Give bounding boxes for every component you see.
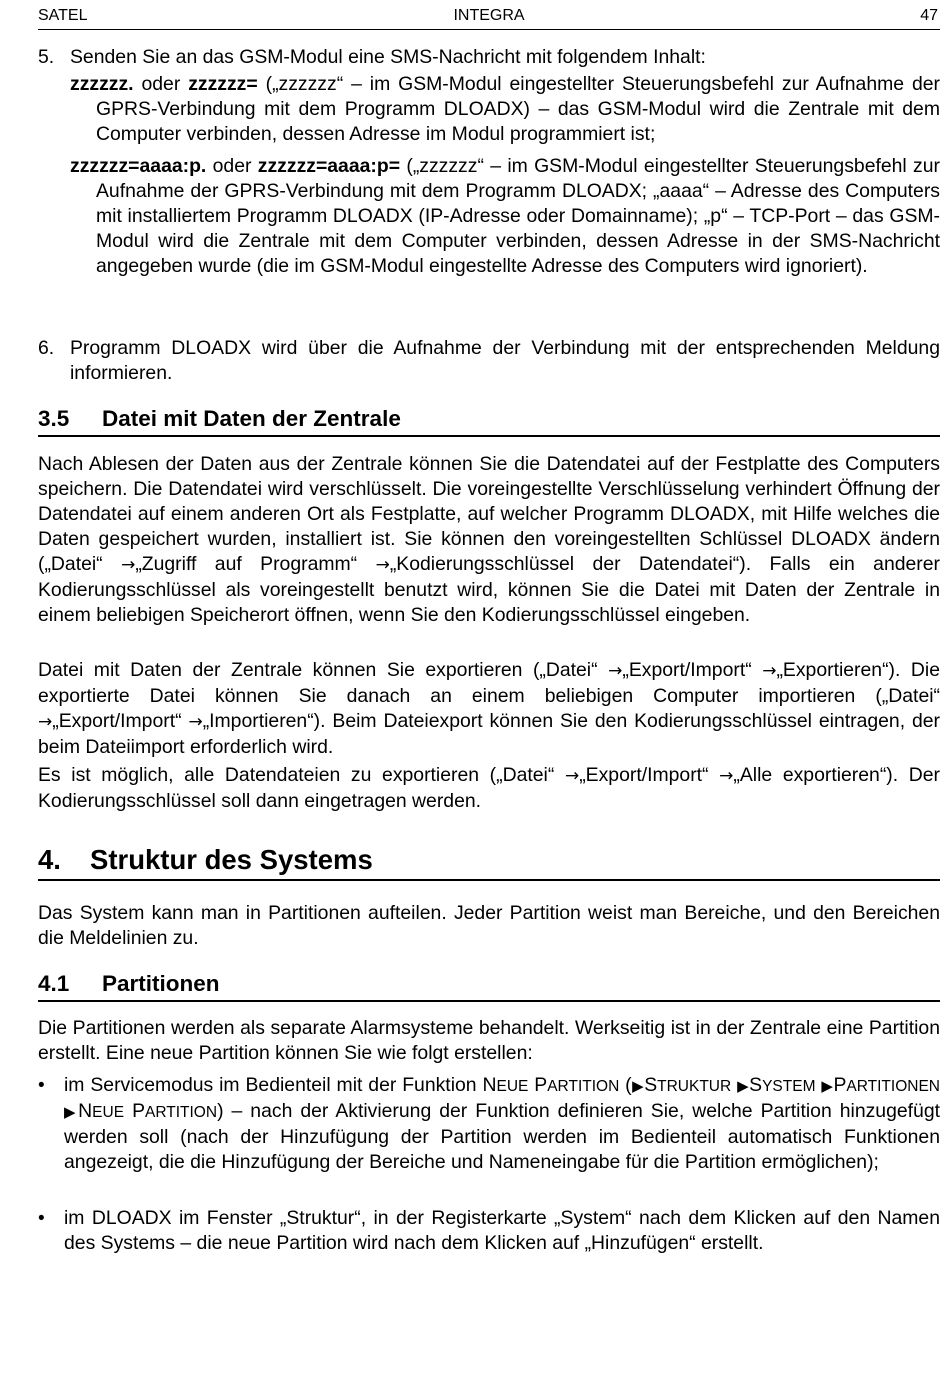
sms-command: zzzzzz.: [70, 73, 134, 95]
arrow-right-icon: →: [762, 661, 777, 681]
page-header: [38, 5, 940, 30]
sms-option-text: („zzzzzz“ – im GSM-Modul eingestellter Steuerungsbefehl zur Aufnahme der GPRS-Verbindung mit dem Programm DLOADX; „aaaa“ – Adresse des Computers mit installiertem Programm DLOADX (IP-Adresse oder Domainname); „p“ – TCP-Port – das GSM-Modul wird die Zentrale mit dem Computer verbinden, dessen Adresse in der SMS-Nachricht angegeben wurde (die im GSM-Modul eingestellte Adresse des Computers wird ignoriert).: [96, 155, 940, 277]
chapter-heading: [38, 844, 940, 881]
triangle-right-icon: ▶: [737, 1077, 750, 1095]
triangle-right-icon: ▶: [821, 1077, 834, 1095]
page-number: 47: [920, 7, 938, 24]
paragraph: Datei mit Daten der Zentrale können Sie exportieren („Datei“ →„Export/Import“ →„Exportieren“). Die exportierte Datei können Sie danach an einem beliebigen Computer importieren („Datei“ →„Export/Import“ →„Importieren“). Beim Dateiexport können Sie den Kodierungsschlüssel eintragen, der beim Dateiimport erforderlich wird.: [38, 659, 941, 758]
bullet-icon: •: [38, 1208, 45, 1229]
section-number: 4.1: [38, 971, 70, 996]
step-text: Programm DLOADX wird über die Aufnahme der Verbindung mit der entsprechenden Meldung informieren.: [70, 337, 940, 384]
step-6: [38, 336, 940, 386]
step-number: 5.: [38, 46, 55, 68]
section-title: Datei mit Daten der Zentrale: [102, 406, 401, 431]
list-item: • im DLOADX im Fenster „Struktur“, in der Registerkarte „System“ nach dem Klicken auf den Namen des Systems – die neue Partition wird nach dem Klicken auf „Hinzufügen“ erstellt.: [38, 1207, 940, 1254]
paragraph: Es ist möglich, alle Datendateien zu exportieren („Datei“ →„Export/Import“ →„Alle exportieren“). Der Kodierungsschlüssel soll dann eingetragen werden.: [38, 764, 941, 812]
step-5: [38, 45, 940, 279]
section-heading: [38, 971, 940, 1002]
header-brand: SATEL: [38, 7, 88, 24]
sms-command: zzzzzz=aaaa:p=: [257, 155, 401, 177]
sms-option-text: („zzzzzz“ – im GSM-Modul eingestellter Steuerungsbefehl zur Aufnahme der GPRS-Verbindung mit dem Programm DLOADX) – das GSM-Modul wird die Zentrale mit dem Computer verbinden, dessen Adresse im Modul programmiert ist;: [96, 73, 940, 145]
arrow-right-icon: →: [188, 712, 203, 732]
triangle-right-icon: ▶: [64, 1103, 79, 1121]
section-heading: [38, 406, 940, 437]
header-product: INTEGRA: [453, 7, 525, 24]
arrow-right-icon: →: [375, 555, 390, 575]
paragraph: Die Partitionen werden als separate Alarmsysteme behandelt. Werkseitig ist in der Zentrale eine Partition erstellt. Eine neue Partition können Sie wie folgt erstellen:: [38, 1017, 940, 1064]
bullet-icon: •: [38, 1075, 45, 1096]
sms-option-1: zzzzzz. oder zzzzzz= („zzzzzz“ – im GSM-Modul eingestellter Steuerungsbefehl zur Aufnahme der GPRS-Verbindung mit dem Programm DLOADX) – das GSM-Modul wird die Zentrale mit dem Computer verbinden, dessen Adresse im Modul programmiert ist;: [70, 73, 940, 145]
paragraph: Nach Ablesen der Daten aus der Zentrale können Sie die Datendatei auf der Festplatte des Computers speichern. Die Datendatei wird verschlüsselt. Die voreingestellte Verschlüsselung verhindert Öffnung der Datendatei auf einem anderen Ort als Festplatte, auf welcher Programm DLOADX, mit Hilfe welches die Daten gespeichert wurden, installiert ist. Sie können den voreingestellten Schlüssel DLOADX ändern („Datei“ →„Zugriff auf Programm“ →„Kodierungsschlüssel der Datendatei“). Falls ein anderer Kodierungsschlüssel als voreingestellt benutzt wird, können Sie die Datei mit Daten der Zentrale in einem beliebigen Speicherort öffnen, wenn Sie den Kodierungsschlüssel eingeben.: [38, 453, 940, 626]
chapter-title: Struktur des Systems: [90, 844, 373, 875]
sms-command: zzzzzz=: [188, 73, 258, 95]
menu-function-name: NEUE PARTITION: [482, 1074, 620, 1096]
chapter-number: 4.: [38, 844, 61, 875]
arrow-right-icon: →: [719, 766, 734, 786]
section-number: 3.5: [38, 406, 70, 431]
list-item: • im Servicemodus im Bedienteil mit der Funktion NEUE PARTITION (▶STRUKTUR ▶SYSTEM ▶PARTITIONEN ▶NEUE PARTITION) – nach der Aktivierung der Funktion definieren Sie, welche Partition hinzugefügt werden soll (nach der Hinzufügung der Partition werden im Bedienteil automatisch Funktionen angezeigt, die die Hinzufügung der Bereiche und Nameneingabe für die Partition ermöglichen);: [38, 1074, 940, 1173]
triangle-right-icon: ▶: [631, 1077, 645, 1095]
paragraph: Das System kann man in Partitionen aufteilen. Jeder Partition weist man Bereiche, und den Bereichen die Meldelinien zu.: [38, 902, 940, 949]
sms-option-2: zzzzzz=aaaa:p. oder zzzzzz=aaaa:p= („zzzzzz“ – im GSM-Modul eingestellter Steuerungsbefehl zur Aufnahme der GPRS-Verbindung mit dem Programm DLOADX; „aaaa“ – Adresse des Computers mit installiertem Programm DLOADX (IP-Adresse oder Domainname); „p“ – TCP-Port – das GSM-Modul wird die Zentrale mit dem Computer verbinden, dessen Adresse in der SMS-Nachricht angegeben wurde (die im GSM-Modul eingestellte Adresse des Computers wird ignoriert).: [70, 155, 940, 277]
step-text: Senden Sie an das GSM-Modul eine SMS-Nachricht mit folgendem Inhalt:: [70, 46, 706, 68]
arrow-right-icon: →: [121, 555, 136, 575]
arrow-right-icon: →: [38, 712, 53, 732]
arrow-right-icon: →: [564, 766, 580, 786]
sms-command: zzzzzz=aaaa:p.: [70, 155, 207, 177]
step-number: 6.: [38, 337, 55, 359]
arrow-right-icon: →: [608, 661, 623, 681]
section-title: Partitionen: [102, 971, 220, 996]
